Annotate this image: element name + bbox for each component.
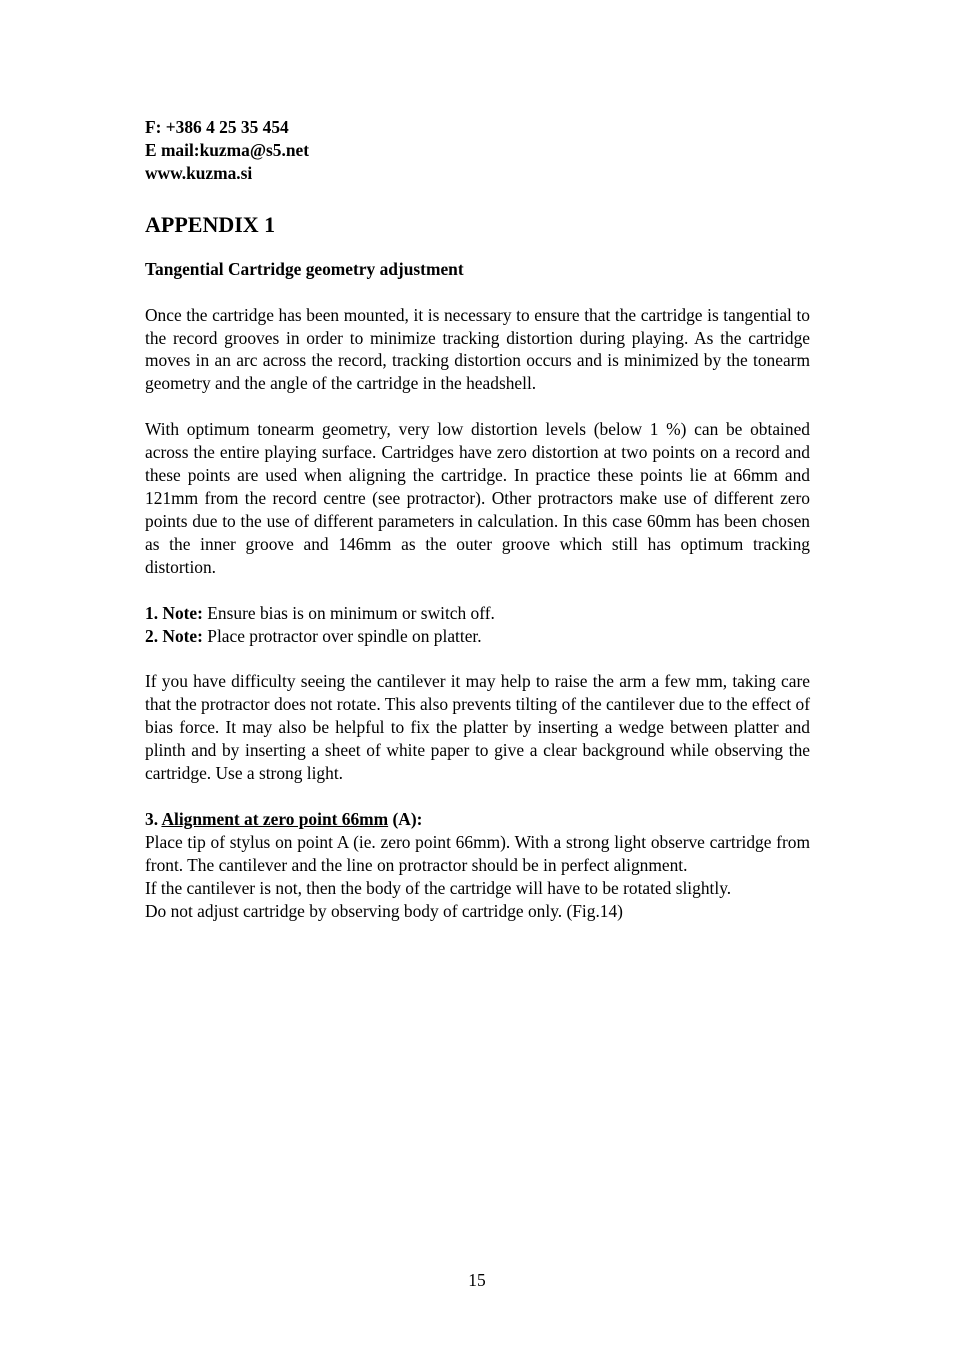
fax-number: F: +386 4 25 35 454 [145, 117, 289, 137]
step3-line-observe: Do not adjust cartridge by observing body of cartridge only. (Fig.14) [145, 900, 623, 921]
step3-title: Alignment at zero point 66mm [161, 808, 389, 829]
intro-paragraph: Once the cartridge has been mounted, it is necessary to ensure that the cartridge is tangential to the record grooves in order to minimize tracking distortion during playing. As the cartridge moves in an arc across the record, tracking distortion occurs and is minimized by the tonearm geometry and the angle of the cartridge in the headshell. [145, 304, 810, 394]
note-text: Place protractor over spindle on platter. [202, 625, 482, 646]
note-item [145, 602, 810, 625]
page-number: 15 [468, 1270, 486, 1290]
step3-suffix: (A): [388, 808, 423, 829]
document-page [145, 116, 810, 922]
appendix-title: APPENDIX 1 [145, 211, 276, 237]
notes-list [145, 602, 810, 648]
step3-number: 3. [145, 808, 162, 829]
step3-line-rotate: If the cantilever is not, then the body of the cartridge will have to be rotated slightly. [145, 877, 732, 898]
note-text: Ensure bias is on minimum or switch off. [202, 602, 495, 623]
website-address: www.kuzma.si [145, 162, 253, 183]
email-address: E mail:kuzma@s5.net [145, 139, 309, 160]
note-label: 2. Note: [145, 625, 203, 646]
section-title: Tangential Cartridge geometry adjustment [145, 258, 464, 279]
geometry-paragraph: With optimum tonearm geometry, very low distortion levels (below 1 %) can be obtained across the entire playing surface. Cartridges have zero distortion at two points on a record and these points are used when aligning the cartridge. In practice these points lie at 66mm and 121mm from the record centre (see protractor). Other protractors make use of different zero points due to the use of different parameters in calculation. In this case 60mm has been chosen as the inner groove and 146mm as the outer groove which still has optimum tracking distortion. [145, 419, 810, 577]
note-item [145, 625, 810, 648]
visibility-paragraph: If you have difficulty seeing the cantilever it may help to raise the arm a few mm, taking care that the protractor does not rotate. This also prevents tilting of the cantilever due to the effect of bias force. It may also be helpful to fix the platter by inserting a wedge between platter and plinth and by inserting a sheet of white paper to give a clear background while observing the cartridge. Use a strong light. [145, 671, 810, 784]
step3-heading [145, 808, 810, 831]
step3-body: Place tip of stylus on point A (ie. zero point 66mm). With a strong light observe cartridge from front. The cantilever and the line on protractor should be in perfect alignment. [145, 831, 810, 875]
contact-block [145, 116, 810, 185]
note-label: 1. Note: [145, 602, 203, 623]
